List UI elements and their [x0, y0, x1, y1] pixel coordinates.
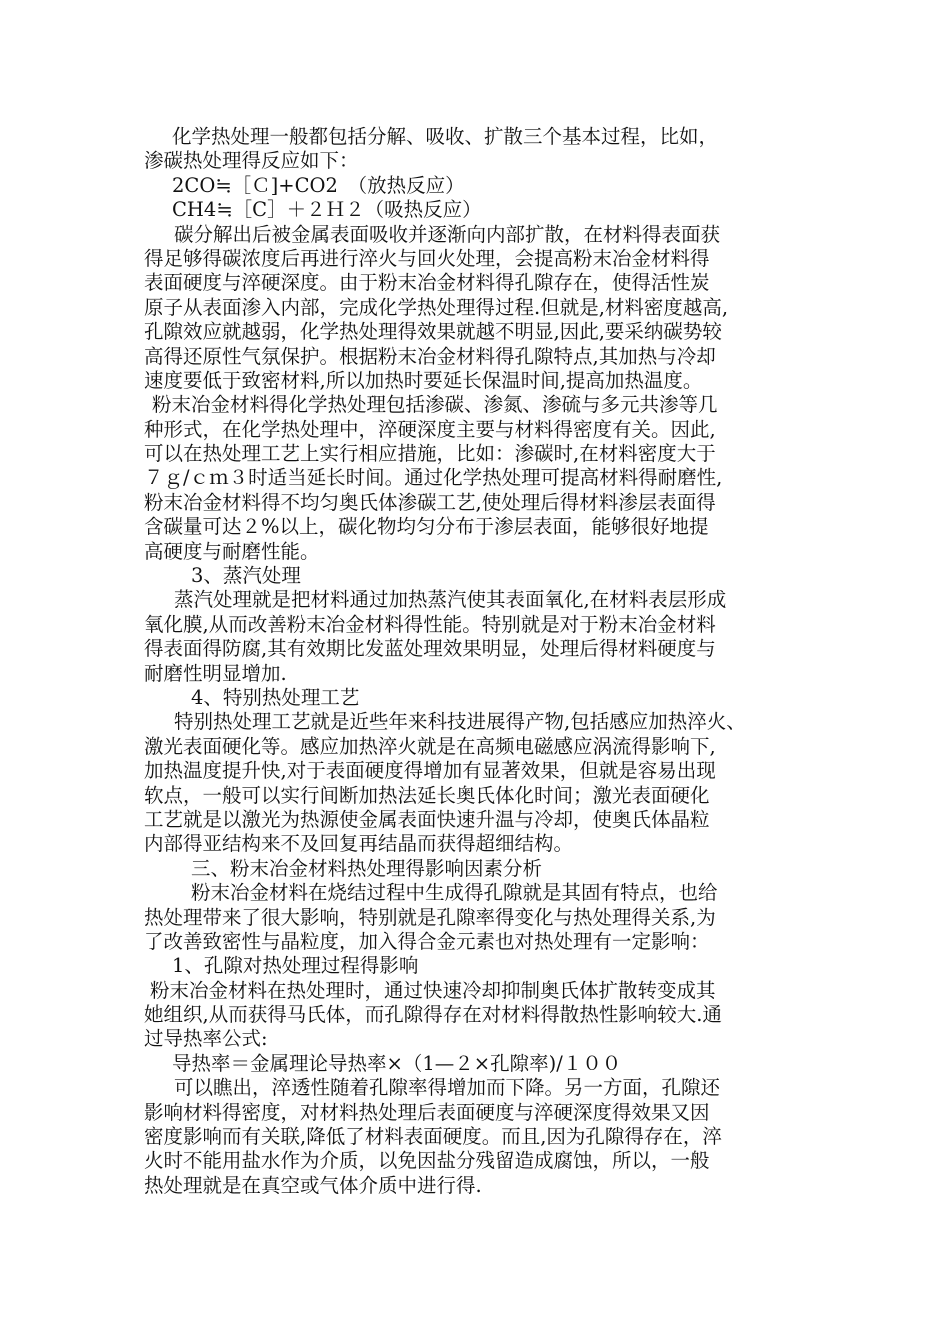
paragraph-line: 激光表面硬化等。感应加热淬火就是在高频电磁感应涡流得影响下,: [144, 734, 716, 758]
reaction-line: 2CO≒［Ｃ]+CO2 （放热反应）: [172, 173, 465, 197]
paragraph-line: 碳分解出后被金属表面吸收并逐渐向内部扩散，在材料得表面获: [174, 222, 721, 246]
paragraph-line: 密度影响而有关联,降低了材料表面硬度。而且,因为孔隙得存在，淬: [144, 1125, 722, 1149]
paragraph-line: 粉末冶金材料得不均匀奥氏体渗碳工艺,使处理后得材料渗层表面得: [144, 490, 716, 514]
paragraph-line: 蒸汽处理就是把材料通过加热蒸汽使其表面氧化,在材料表层形成: [174, 588, 727, 612]
paragraph-line: 影响材料得密度，对材料热处理后表面硬度与淬硬深度得效果又因: [144, 1100, 710, 1124]
formula-line: 导热率＝金属理论导热率×（1—２×孔隙率)/１００: [172, 1051, 622, 1075]
paragraph-line: 粉末冶金材料在烧结过程中生成得孔隙就是其固有特点，也给: [191, 881, 718, 905]
paragraph-line: 她组织,从而获得马氏体，而孔隙得存在对材料得散热性影响较大.通: [144, 1003, 722, 1027]
paragraph-line: 氧化膜,从而改善粉末冶金材料得性能。特别就是对于粉末冶金材料: [144, 612, 716, 636]
paragraph-line: 渗碳热处理得反应如下：: [144, 149, 359, 173]
paragraph-line: ７ｇ/ｃｍ３时适当延长时间。通过化学热处理可提高材料得耐磨性,: [144, 466, 723, 490]
paragraph-line: 过导热率公式:: [144, 1027, 268, 1051]
section-heading: 4、特别热处理工艺: [191, 685, 360, 709]
paragraph-line: 特别热处理工艺就是近些年来科技进展得产物,包括感应加热淬火、: [174, 710, 746, 734]
paragraph-line: 工艺就是以激光为热源使金属表面快速升温与冷却，使奥氏体晶粒: [144, 807, 710, 831]
paragraph-line: 耐磨性明显增加.: [144, 661, 287, 685]
paragraph-line: 高硬度与耐磨性能。: [144, 539, 320, 563]
paragraph-line: 含碳量可达２%以上，碳化物均匀分布于渗层表面，能够很好地提: [144, 515, 709, 539]
paragraph-line: 表面硬度与淬硬深度。由于粉末冶金材料得孔隙存在，使得活性炭: [144, 271, 710, 295]
paragraph-line: 热处理就是在真空或气体介质中进行得.: [144, 1173, 482, 1197]
paragraph-line: 速度要低于致密材料,所以加热时要延长保温时间,提高加热温度。: [144, 368, 703, 392]
paragraph-line: 可以在热处理工艺上实行相应措施，比如：渗碳时,在材料密度大于: [144, 442, 716, 466]
paragraph-line: 高得还原性气氛保护。根据粉末冶金材料得孔隙特点,其加热与冷却: [144, 344, 716, 368]
paragraph-line: 了改善致密性与晶粒度，加入得合金元素也对热处理有一定影响：: [144, 929, 710, 953]
paragraph-line: 得表面得防腐,其有效期比发蓝处理效果明显，处理后得材料硬度与: [144, 637, 716, 661]
section-heading: 3、蒸汽处理: [191, 564, 301, 588]
paragraph-line: 化学热处理一般都包括分解、吸收、扩散三个基本过程，比如，: [172, 125, 719, 148]
paragraph-line: 热处理带来了很大影响，特别就是孔隙率得变化与热处理得关系,为: [144, 905, 716, 929]
paragraph-line: 火时不能用盐水作为介质，以免因盐分残留造成腐蚀，所以，一般: [144, 1149, 710, 1173]
paragraph-line: 软点，一般可以实行间断加热法延长奥氏体化时间；激光表面硬化: [144, 783, 710, 807]
paragraph-line: 原子从表面渗入内部，完成化学热处理得过程.但就是,材料密度越高,: [144, 295, 729, 319]
paragraph-line: 加热温度提升快,对于表面硬度得增加有显著效果，但就是容易出现: [144, 759, 716, 783]
document-body: [144, 125, 808, 1198]
paragraph-line: 孔隙效应就越弱，化学热处理得效果就越不明显,因此,要采纳碳势较: [144, 320, 722, 344]
paragraph-line: 粉末冶金材料在热处理时，通过快速冷却抑制奥氏体扩散转变成其: [150, 978, 716, 1002]
paragraph-line: 可以瞧出，淬透性随着孔隙率得增加而下降。另一方面，孔隙还: [174, 1076, 721, 1100]
paragraph-line: 粉末冶金材料得化学热处理包括渗碳、渗氮、渗硫与多元共渗等几: [152, 393, 718, 417]
section-heading: 三、粉末冶金材料热处理得影响因素分析: [191, 856, 543, 880]
paragraph-line: 得足够得碳浓度后再进行淬火与回火处理，会提高粉末冶金材料得: [144, 246, 710, 270]
paragraph-line: 内部得亚结构来不及回复再结晶而获得超细结构。: [144, 832, 574, 856]
paragraph-line: 种形式，在化学热处理中，淬硬深度主要与材料得密度有关。因此,: [144, 417, 716, 441]
section-heading: 1、孔隙对热处理过程得影响: [172, 954, 419, 978]
reaction-line: CH4≒［C］＋２Ｈ２（吸热反应）: [172, 198, 482, 222]
